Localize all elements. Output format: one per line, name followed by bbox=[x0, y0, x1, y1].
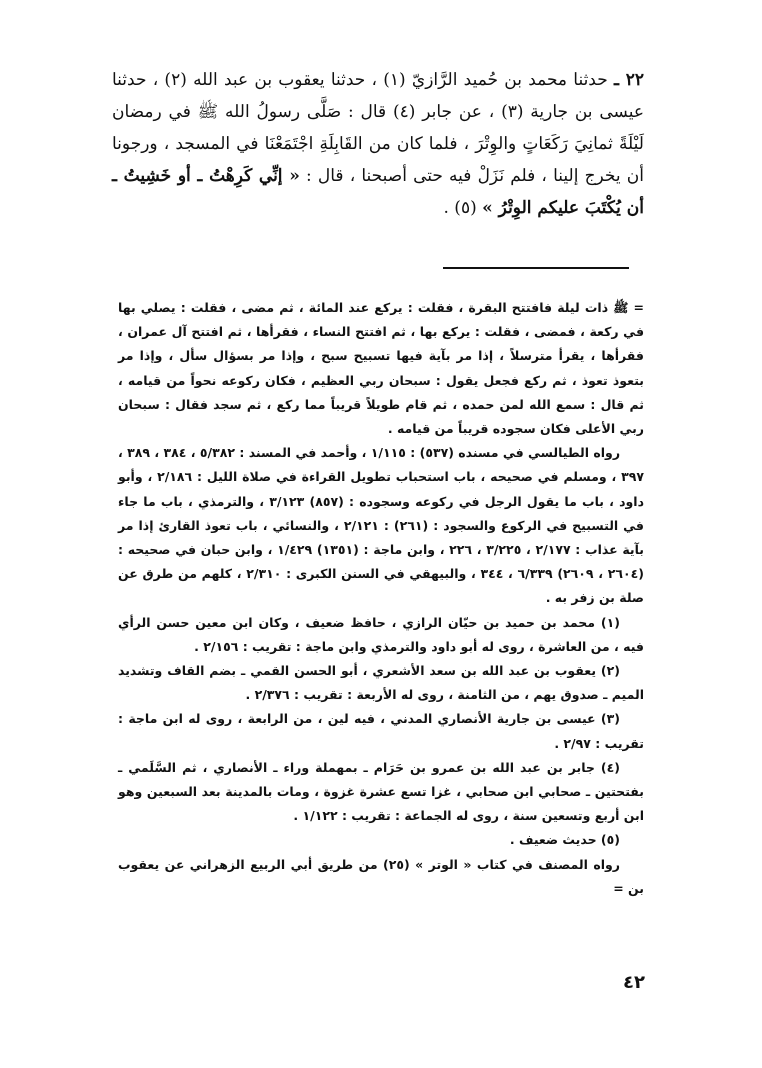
footnote-4: (٤) جابر بن عبد الله بن عمرو بن حَرَام ـ بمهملة وراء ـ الأنصاري ، ثم السَّلَمي ـ بفتحتين ـ صحابي ابن صحابي ، غزا تسع عشرة غزوة ، ومات بالمدينة بعد السبعين وهو ابن أربع وتسعين سنة ، روى له الجماعة : تقريب : ١/١٢٢ . bbox=[118, 759, 644, 824]
footnote-divider bbox=[443, 267, 629, 269]
hadith-paragraph bbox=[112, 64, 644, 224]
footnote-takhrij: رواه الطيالسي في مسنده (٥٣٧) : ١/١١٥ ، وأحمد في المسند : ٥/٣٨٢ ، ٣٨٤ ، ٣٨٩ ، ٣٩٧ ، ومسلم في صحيحه ، باب استحباب تطويل القراءة في صلاة الليل : ٢/١٨٦ ، وأبو داود ، باب ما يقول الرجل في ركوعه وسجوده : (٨٥٧) ٣/١٢٣ ، والترمذي ، باب ما جاء في التسبيح في الركوع والسجود : (٢٦١) : ٢/١٢١ ، والنسائي ، باب تعوذ القارئ إذا مر بآية عذاب : ٢/١٧٧ ، ٣/٢٢٥ ، ٢٢٦ ، وابن ماجة : (١٣٥١) ١/٤٢٩ ، وابن حبان في صحيحه : (٢٦٠٤ ، ٢٦٠٩) ٦/٣٣٩ ، ٣٤٤ ، والبيهقي في السنن الكبرى : ٢/٣١٠ ، كلهم من طرق عن صلة بن زفر به . bbox=[118, 445, 645, 606]
hadith-quote: « إنِّي كَرِهْتُ ـ أو خَشِيتُ ـ أن يُكْتَبَ عليكم الوِتْرُ » bbox=[112, 166, 644, 218]
footnote-3: (٣) عيسى بن جارية الأنصاري المدني ، فيه لين ، من الرابعة ، روى له ابن ماجة : تقريب : ٢/٩٧ . bbox=[118, 711, 644, 751]
footnote-2: (٢) يعقوب بن عبد الله بن سعد الأشعري ، أبو الحسن القمي ـ بضم القاف وتشديد الميم ـ صدوق يهم ، من الثامنة ، روى له الأربعة : تقريب : ٢/٣٧٦ . bbox=[118, 663, 644, 703]
hadith-number: ٢٢ ـ bbox=[614, 70, 644, 90]
footnote-continuation: = ﷺ ذات ليلة فافتتح البقرة ، فقلت : يركع عند المائة ، ثم مضى ، فقلت : يصلي بها في ركعة ، فمضى ، فقلت : يركع بها ، ثم افتتح النساء ، فقرأها ، ثم افتتح آل عمران ، فقرأها ، يقرأ مترسلاً ، إذا مر بآية فيها تسبيح سبح ، وإذا مر بسؤال سأل ، وإذا مر بتعوذ تعوذ ، ثم ركع فجعل يقول : سبحان ربي العظيم ، فكان ركوعه نحواً من قيامه ، ثم قال : سمع الله لمن حمده ، ثم قام طويلاً قريباً مما ركع ، ثم سجد فقال : سبحان ربي الأعلى فكان سجوده قريباً من قيامه . bbox=[118, 300, 644, 437]
footnotes-block bbox=[118, 296, 644, 901]
footnote-1: (١) محمد بن حميد بن حيّان الرازي ، حافظ ضعيف ، وكان ابن معين حسن الرأي فيه ، من العاشرة ، روى له أبو داود والترمذي وابن ماجة : تقريب : ٢/١٥٦ . bbox=[118, 614, 644, 654]
page-number: ٤٢ bbox=[623, 972, 645, 993]
footnote-final: رواه المصنف في كتاب « الوتر » (٢٥) من طريق أبي الربيع الزهراني عن يعقوب بن = bbox=[118, 856, 644, 896]
hadith-body: حدثنا محمد بن حُميد الرَّازيّ (١) ، حدثنا يعقوب بن عبد الله (٢) ، حدثنا عيسى بن جارية (٣) ، عن جابر (٤) قال : صَلَّى رسولُ الله ﷺ في رمضان لَيْلَةً ثمانِيَ رَكَعَاتٍ والوِتْرَ ، فلما كان من القَابِلَةِ اجْتَمَعْنَا في المسجد ، ورجونا أن يخرج إلينا ، فلم نَزَلْ فيه حتى أصبحنا ، قال : bbox=[112, 70, 645, 186]
footnote-5: (٥) حديث ضعيف . bbox=[509, 832, 620, 848]
hadith-note-ref: (٥) . bbox=[443, 198, 477, 218]
hadith-text-block bbox=[112, 64, 644, 224]
